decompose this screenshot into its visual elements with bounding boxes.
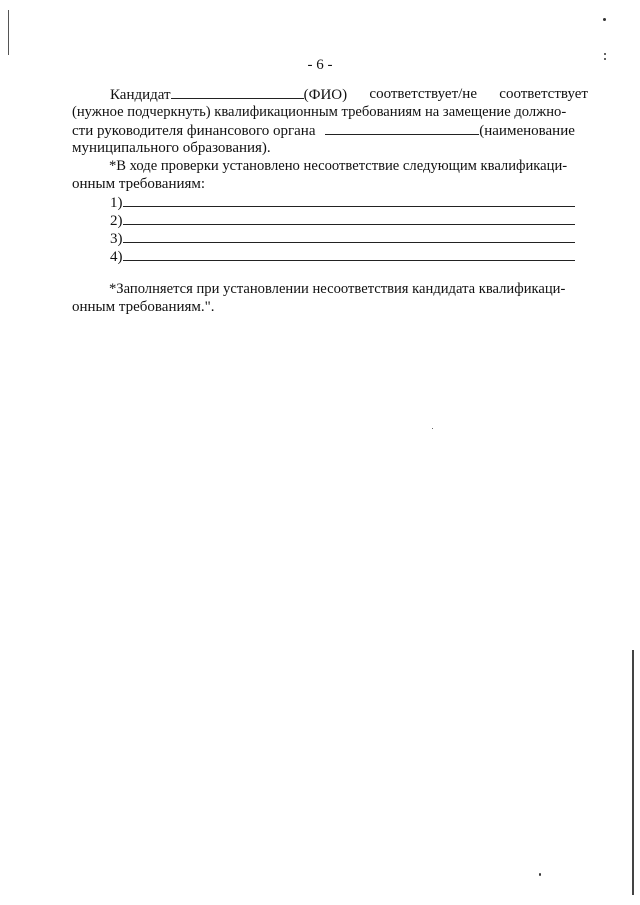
finance-body-text: сти руководителя финансового органа bbox=[72, 123, 316, 139]
footnote-line-1: *Заполняется при установлении несоответствия кандидата квалификаци- bbox=[109, 281, 566, 297]
scan-edge-right bbox=[632, 650, 634, 895]
word-candidate: Кандидат bbox=[110, 87, 171, 103]
item-number: 4) bbox=[110, 249, 123, 265]
footnote bbox=[72, 280, 588, 316]
word-complies: соответствует/не bbox=[369, 86, 477, 102]
item-blank-line bbox=[123, 229, 575, 243]
candidate-line-1 bbox=[72, 85, 588, 103]
candidate-line-3-left bbox=[72, 121, 575, 139]
scan-edge-left bbox=[8, 10, 9, 55]
candidate-paragraph bbox=[72, 85, 588, 157]
list-item bbox=[72, 193, 588, 211]
item-number: 3) bbox=[110, 231, 123, 247]
candidate-fio-group bbox=[110, 85, 347, 103]
scan-speck bbox=[539, 873, 541, 876]
item-number: 1) bbox=[110, 195, 123, 211]
scan-speck bbox=[432, 428, 433, 429]
mismatch-line-1: *В ходе проверки установлено несоответствие следующим квалификаци- bbox=[109, 158, 568, 174]
list-item bbox=[72, 211, 588, 229]
list-item bbox=[72, 247, 588, 265]
item-blank-line bbox=[123, 193, 575, 207]
mismatch-line-2: онным требованиям: bbox=[72, 176, 206, 192]
list-item bbox=[72, 229, 588, 247]
item-blank-line bbox=[123, 247, 575, 261]
candidate-line-2: (нужное подчеркнуть) квалификационным требованиям на замещение должно- bbox=[72, 104, 567, 120]
page-number: - 6 - bbox=[307, 57, 333, 73]
municipality-blank bbox=[325, 121, 479, 135]
footnote-line-2: онным требованиям.". bbox=[72, 299, 215, 315]
scan-speck bbox=[604, 53, 606, 55]
fio-label: (ФИО) bbox=[303, 87, 348, 103]
candidate-line-4: муниципального образования). bbox=[72, 140, 271, 156]
mismatch-paragraph bbox=[72, 157, 588, 193]
candidate-line-3 bbox=[72, 121, 588, 139]
scan-speck bbox=[603, 18, 606, 21]
candidate-name-blank bbox=[171, 85, 304, 99]
item-number: 2) bbox=[110, 213, 123, 229]
item-blank-line bbox=[123, 211, 575, 225]
word-complies-2: соответствует bbox=[499, 86, 588, 102]
numbered-list bbox=[72, 193, 588, 265]
naming-label: (наименование bbox=[479, 123, 575, 139]
